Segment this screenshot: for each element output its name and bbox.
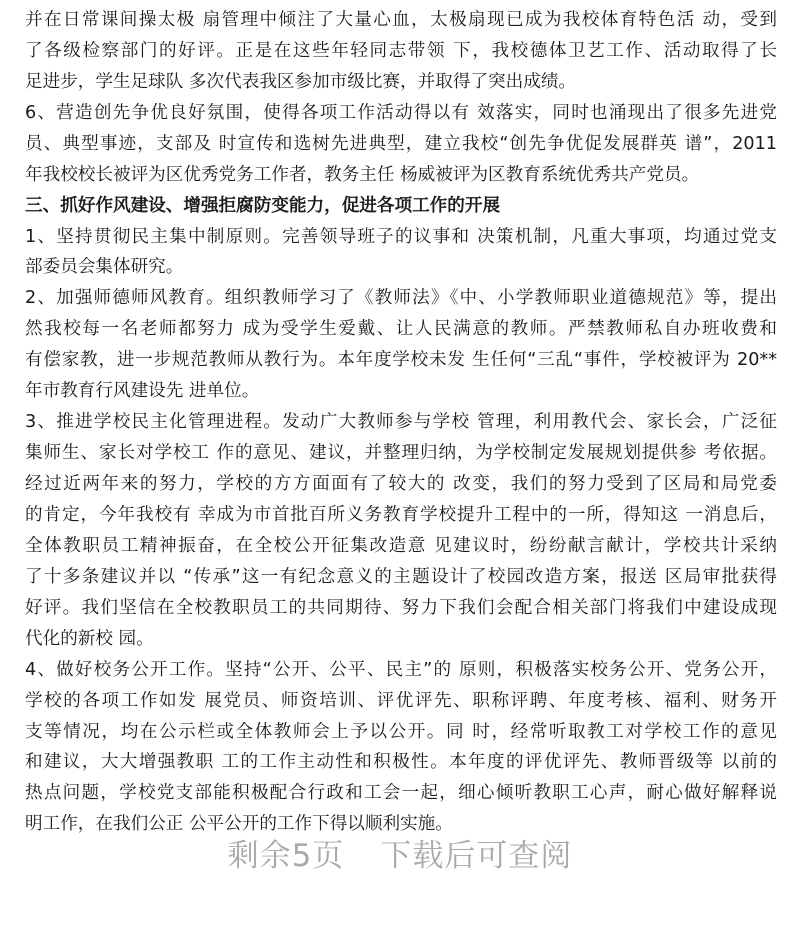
text-line: 足进步，学生足球队 多次代表我区参加市级比赛，并取得了突出成绩。 xyxy=(25,71,577,92)
text-line: 1、坚持贯彻民主集中制原则。完善领导班子的议事和 决策机制，凡重大事项，均通过党支 xyxy=(25,226,777,247)
text-line: 年市教育行风建设先 进单位。 xyxy=(25,381,260,402)
text-line: 好评。我们坚信在全校教职员工的共同期待、努力下我们会配合相关部门将我们中建设成现 xyxy=(25,597,777,618)
text-line: 热点问题，学校党支部能积极配合行政和工会一起，细心倾听教职工心声，耐心做好解释说 xyxy=(25,783,777,804)
text-line: 了十多条建议并以 “传承”这一有纪念意义的主题设计了校园改造方案，报送 区局审批获得 xyxy=(25,566,777,587)
text-line: 的肯定，今年我校有 幸成为市首批百所义务教育学校提升工程中的一所，得知这 一消息后， xyxy=(25,504,777,525)
paragraph xyxy=(25,407,777,655)
text-line: 支等情况，均在公示栏或全体教师会上予以公开。同 时，经常听取教工对学校工作的意见 xyxy=(25,721,777,742)
download-to-view-text[interactable]: 下载后可查阅 xyxy=(380,838,573,874)
text-line: 了各级检察部门的好评。正是在这些年轻同志带领 下，我校德体卫艺工作、活动取得了长 xyxy=(25,40,777,61)
text-line: 然我校每一名老师都努力 成为受学生爱戴、让人民满意的教师。严禁教师私自办班收费和 xyxy=(25,319,777,340)
text-line: 经过近两年来的努力，学校的方方面面有了较大的 改变，我们的努力受到了区局和局党委 xyxy=(25,474,777,494)
text-line: 年我校校长被评为区优秀党务工作者，教务主任 杨威被评为区教育系统优秀共产党员。 xyxy=(25,164,700,185)
text-line: 明工作，在我们公正 公平公开的工作下得以顺利实施。 xyxy=(25,814,453,835)
text-line: 2、加强师德师风教育。组织教师学习了《教师法》《中、小学教师职业道德规范》等，提出 xyxy=(25,288,777,309)
remaining-pages-text: 剩余5页 xyxy=(227,838,345,874)
text-line: 集师生、家长对学校工 作的意见、建议，并整理归纳，为学校制定发展规划提供参 考依据。 xyxy=(25,443,777,464)
paragraph xyxy=(25,283,777,407)
text-line: 代化的新校 园。 xyxy=(25,628,154,649)
text-line: 学校的各项工作如发 展党员、师资培训、评优评先、职称评聘、年度考核、福利、财务开 xyxy=(25,690,777,711)
text-line: 4、做好校务公开工作。坚持“公开、公平、民主”的 原则，积极落实校务公开、党务公开， xyxy=(25,659,777,680)
text-line: 全体教职员工精神振奋，在全校公开征集改造意 见建议时，纷纷献言献计，学校共计采纳 xyxy=(25,535,777,556)
text-line: 6、营造创先争优良好氛围，使得各项工作活动得以有 效落实，同时也涌现出了很多先进党 xyxy=(25,102,777,123)
paragraph xyxy=(25,0,777,98)
text-line: 有偿家教，进一步规范教师从教行为。本年度学校未发 生任何“三乱“事件，学校被评为 20** xyxy=(25,350,777,371)
paragraph xyxy=(25,655,777,841)
text-line: 员、典型事迹，支部及 时宣传和选树先进典型，建立我校“创先争优促发展群英 谱”，2011 xyxy=(25,133,777,154)
text-line: 3、推进学校民主化管理进程。发动广大教师参与学校 管理，利用教代会、家长会，广泛征 xyxy=(25,412,777,433)
document-body xyxy=(25,0,777,840)
paragraph xyxy=(25,222,777,284)
text-line: 部委员会集体研究。 xyxy=(25,257,184,278)
section-heading xyxy=(25,191,777,222)
text-line: 并在日常课间操太极 扇管理中倾注了大量心血，太极扇现已成为我校体育特色活 动，受到 xyxy=(25,9,777,30)
text-line: 和建议，大大增强教职 工的工作主动性和积极性。本年度的评优评先、教师晋级等 以前的 xyxy=(25,752,777,773)
paragraph xyxy=(25,98,777,191)
text-line: 三、抓好作风建设、增强拒腐防变能力，促进各项工作的开展 xyxy=(25,195,501,216)
download-prompt[interactable] xyxy=(0,830,800,875)
